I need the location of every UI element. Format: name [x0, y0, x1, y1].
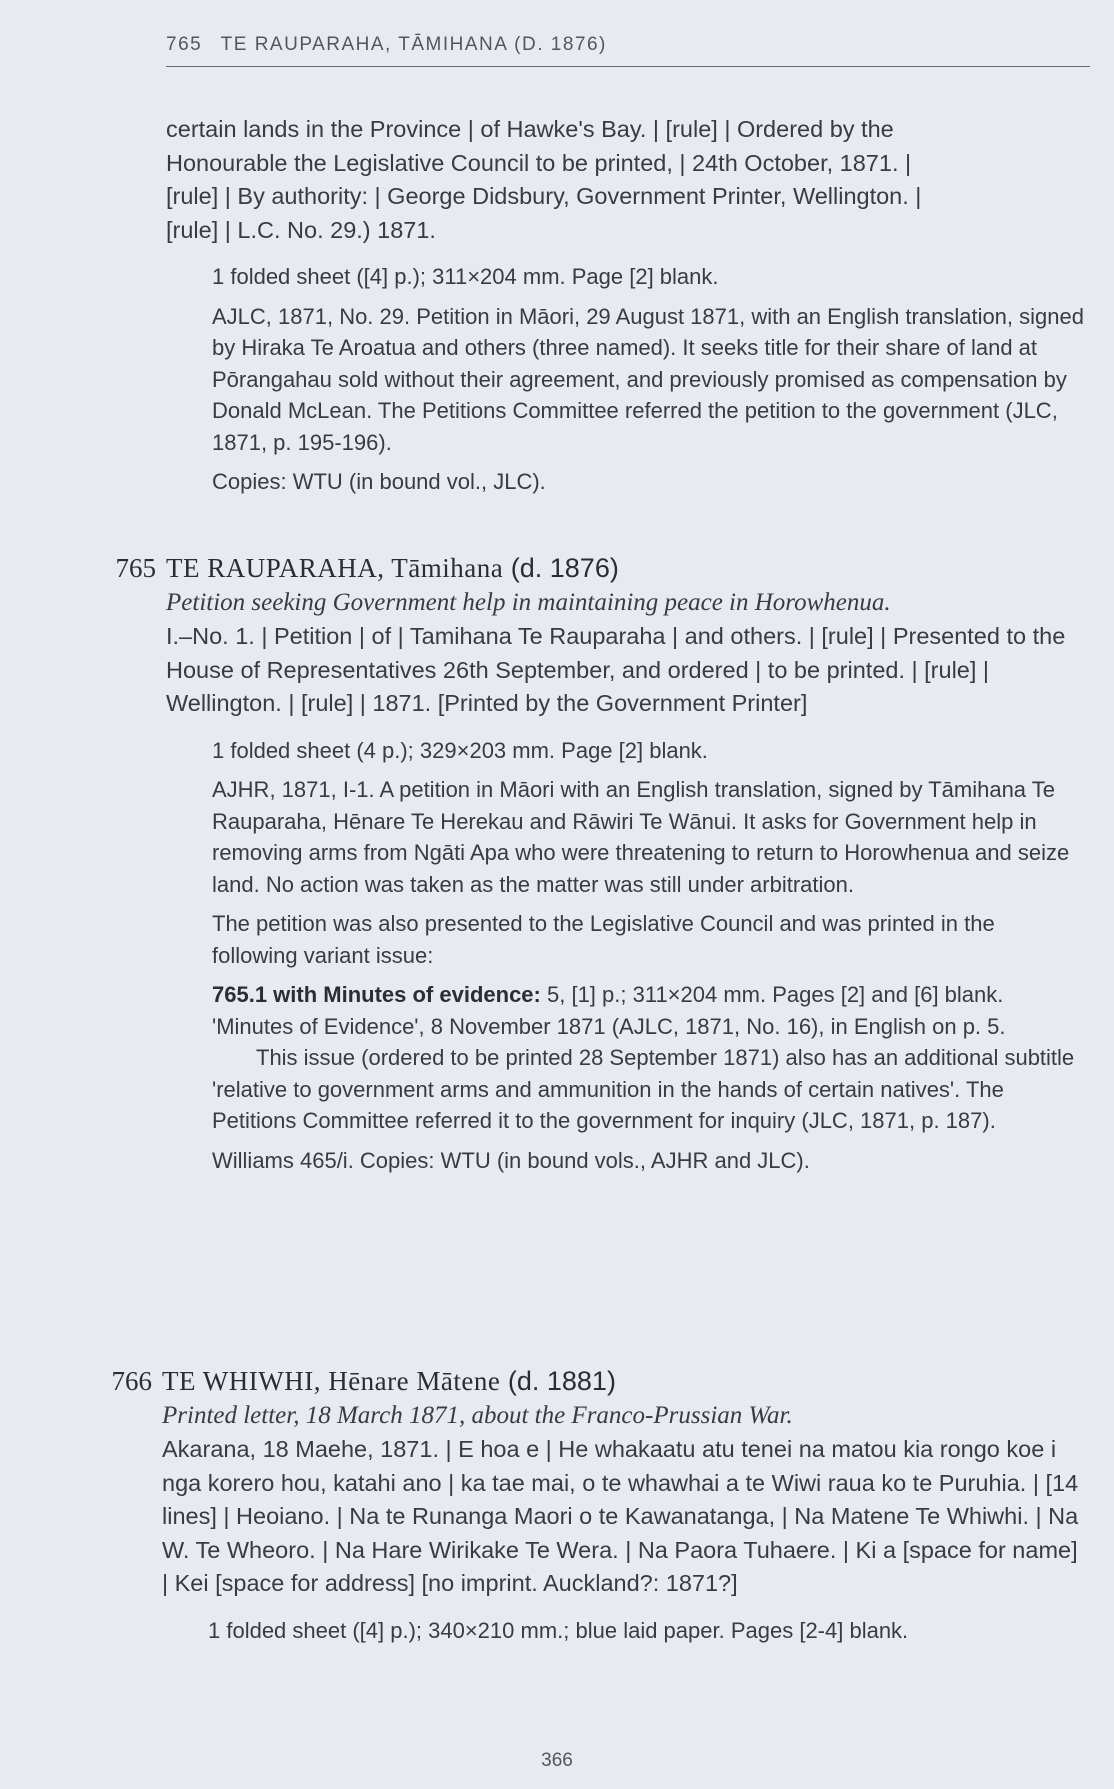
entry-765 [115, 550, 1086, 1176]
continuation-line-2: Honourable the Legislative Council to be printed, | 24th October, 1871. | [166, 149, 912, 176]
entry-765-physical: 1 folded sheet (4 p.); 329×203 mm. Page [2] blank. [212, 737, 708, 763]
entry-765-number: 765 [115, 553, 156, 583]
entry-765-subtitle: Petition seeking Government help in maintaining peace in Horowhenua. [166, 589, 891, 616]
running-head [166, 34, 1090, 67]
variant-text: 5, [1] p.; 311×204 mm. Pages [2] and [6] blank. 'Minutes of Evidence', 8 November 1871 (AJLC, 1871, No. 16), in English on p. 5. [212, 982, 1006, 1039]
entry-765-variant-intro: The petition was also presented to the Legislative Council and was printed in the following variant issue: [212, 911, 995, 968]
entry-766-dates: (d. 1881) [507, 1366, 616, 1396]
entry-765-notes: AJHR, 1871, I-1. A petition in Māori with an English translation, signed by Tāmihana Te Rauparaha, Hēnare Te Herekau and Rāwiri Te Wānui. It asks for Government help in removing arms from Ngāti Apa who were threatening to return to Horowhenua and seize land. No action was taken as the matter was still under arbitration. [212, 777, 1070, 897]
entry-765-variant [212, 979, 1086, 1042]
page-number: 366 [541, 1750, 573, 1771]
entry-765-name: TE RAUPARAHA, Tāmihana [166, 553, 504, 583]
continuation-physical: 1 folded sheet ([4] p.); 311×204 mm. Page [2] blank. [212, 264, 719, 289]
entry-765-dates: (d. 1876) [510, 553, 619, 583]
running-head-title: TE RAUPARAHA, TĀMIHANA (D. 1876) [220, 34, 607, 55]
entry-766-heading [111, 1363, 1086, 1399]
continuation-block [166, 113, 1086, 498]
entry-766 [111, 1363, 1086, 1646]
continuation-line-4: [rule] | L.C. No. 29.) 1871. [166, 216, 436, 243]
continuation-line-3: [rule] | By authority: | George Didsbury, Government Printer, Wellington. | [166, 183, 922, 209]
continuation-copies: Copies: WTU (in bound vol., JLC). [212, 469, 546, 494]
entry-765-transcription: I.–No. 1. | Petition | of | Tamihana Te Rauparaha | and others. | [rule] | Presented to the House of Representatives 26th September, and ordered | to be printed. | [rule] | Wellington. | [rule] | 1871. [Printed by the Government Printer] [166, 623, 1066, 716]
entry-766-number: 766 [111, 1366, 152, 1396]
entry-766-physical: 1 folded sheet ([4] p.); 340×210 mm.; blue laid paper. Pages [2-4] blank. [208, 1617, 909, 1643]
continuation-notes: AJLC, 1871, No. 29. Petition in Māori, 29 August 1871, with an English translation, signed by Hiraka Te Aroatua and others (three named). It seeks title for their share of land at Pōrangahau sold without their agreement, and previously promised as compensation by Donald McLean. The Petitions Committee referred the petition to the government (JLC, 1871, p. 195-196). [212, 303, 1084, 455]
entry-765-refs: Williams 465/i. Copies: WTU (in bound vols., AJHR and JLC). [212, 1147, 810, 1173]
continuation-line-1: certain lands in the Province | of Hawke's Bay. | [rule] | Ordered by the [166, 116, 894, 142]
entry-766-transcription: Akarana, 18 Maehe, 1871. | E hoa e | He whakaatu atu tenei na matou kia rongo koe i nga korero hou, katahi ano | ka tae mai, o te whawhai a te Wiwi raua ko te Puruhia. | [14 lines] | Heoiano. | Na te Runanga Maori o te Kawanatanga, | Na Matene Te Whiwhi. | Na W. Te Wheoro. | Na Hare Wirikake Te Wera. | Na Paora Tuhaere. | Ki a [space for name] | Kei [space for address] [no imprint. Auckland?: 1871?] [162, 1436, 1079, 1596]
entry-765-variant-text-2: This issue (ordered to be printed 28 September 1871) also has an additional subtitle 'relative to government arms and ammunition in the hands of certain natives'. The Petitions Committee referred it to the government for inquiry (JLC, 1871, p. 187). [212, 1045, 1075, 1133]
running-head-number: 765 [166, 34, 203, 55]
entry-765-heading [115, 550, 1086, 586]
entry-766-name: TE WHIWHI, Hēnare Mātene [162, 1366, 501, 1396]
entry-766-subtitle: Printed letter, 18 March 1871, about the Franco-Prussian War. [162, 1402, 793, 1429]
variant-label: 765.1 with Minutes of evidence: [212, 982, 541, 1007]
